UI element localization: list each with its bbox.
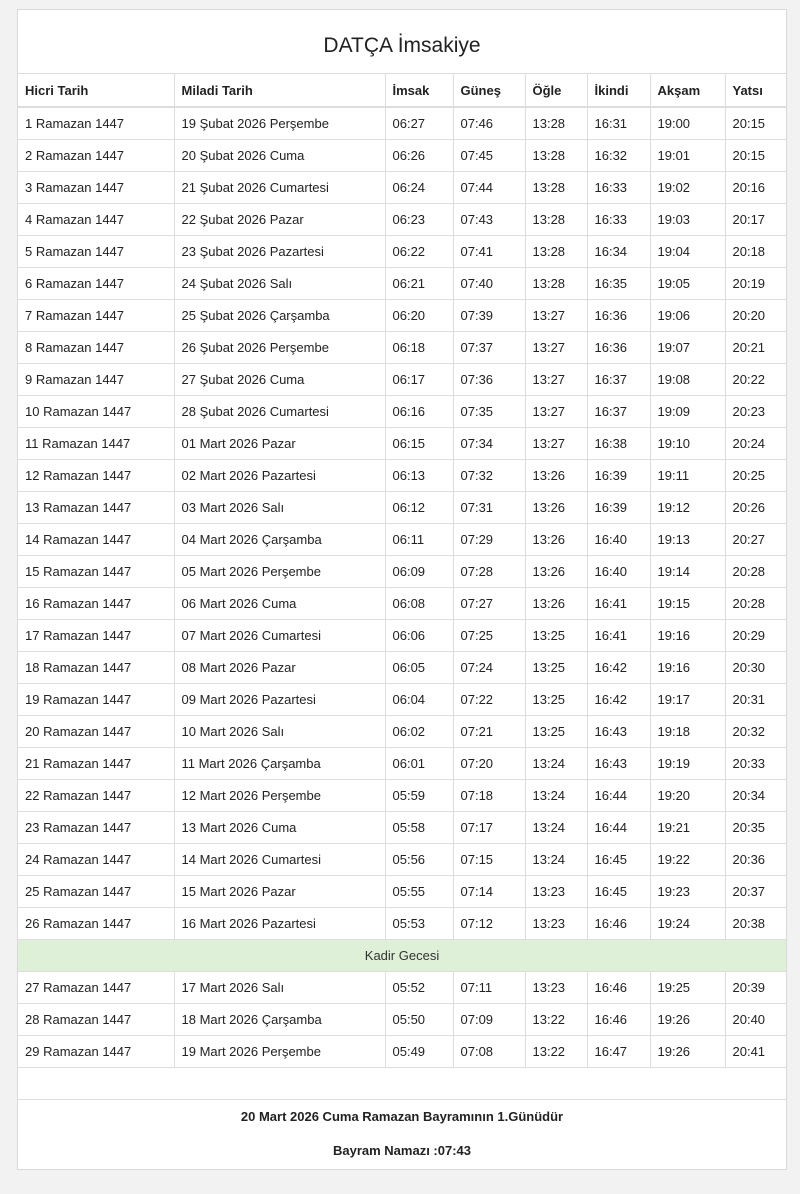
cell-miladi: 01 Mart 2026 Pazar <box>174 428 385 460</box>
cell-yatsi: 20:17 <box>725 204 786 236</box>
cell-aksam: 19:20 <box>650 780 725 812</box>
cell-hicri: 22 Ramazan 1447 <box>18 780 174 812</box>
cell-imsak: 06:08 <box>385 588 453 620</box>
imsakiye-table <box>18 74 786 1068</box>
cell-miladi: 08 Mart 2026 Pazar <box>174 652 385 684</box>
cell-imsak: 06:26 <box>385 140 453 172</box>
cell-ikindi: 16:38 <box>587 428 650 460</box>
cell-aksam: 19:26 <box>650 1004 725 1036</box>
cell-ikindi: 16:45 <box>587 876 650 908</box>
cell-yatsi: 20:36 <box>725 844 786 876</box>
cell-gunes: 07:21 <box>453 716 525 748</box>
cell-ikindi: 16:45 <box>587 844 650 876</box>
cell-miladi: 14 Mart 2026 Cumartesi <box>174 844 385 876</box>
cell-miladi: 19 Şubat 2026 Perşembe <box>174 107 385 140</box>
cell-imsak: 06:27 <box>385 107 453 140</box>
table-row <box>18 748 786 780</box>
table-row <box>18 172 786 204</box>
table-row <box>18 876 786 908</box>
cell-gunes: 07:39 <box>453 300 525 332</box>
cell-miladi: 21 Şubat 2026 Cumartesi <box>174 172 385 204</box>
cell-gunes: 07:25 <box>453 620 525 652</box>
cell-hicri: 7 Ramazan 1447 <box>18 300 174 332</box>
cell-aksam: 19:24 <box>650 908 725 940</box>
header-imsak: İmsak <box>385 74 453 107</box>
table-row <box>18 1036 786 1068</box>
cell-imsak: 06:17 <box>385 364 453 396</box>
cell-ikindi: 16:32 <box>587 140 650 172</box>
page-title: DATÇA İmsakiye <box>18 10 786 74</box>
cell-hicri: 18 Ramazan 1447 <box>18 652 174 684</box>
cell-gunes: 07:46 <box>453 107 525 140</box>
cell-gunes: 07:17 <box>453 812 525 844</box>
spacer-row <box>18 1068 786 1100</box>
cell-gunes: 07:29 <box>453 524 525 556</box>
cell-ikindi: 16:42 <box>587 652 650 684</box>
cell-ikindi: 16:39 <box>587 460 650 492</box>
cell-imsak: 06:16 <box>385 396 453 428</box>
cell-gunes: 07:37 <box>453 332 525 364</box>
table-row <box>18 396 786 428</box>
cell-hicri: 26 Ramazan 1447 <box>18 908 174 940</box>
table-row <box>18 364 786 396</box>
cell-hicri: 21 Ramazan 1447 <box>18 748 174 780</box>
table-body <box>18 107 786 1068</box>
cell-aksam: 19:00 <box>650 107 725 140</box>
cell-aksam: 19:03 <box>650 204 725 236</box>
cell-hicri: 11 Ramazan 1447 <box>18 428 174 460</box>
cell-ogle: 13:27 <box>525 364 587 396</box>
cell-miladi: 12 Mart 2026 Perşembe <box>174 780 385 812</box>
cell-miladi: 19 Mart 2026 Perşembe <box>174 1036 385 1068</box>
header-gunes: Güneş <box>453 74 525 107</box>
cell-imsak: 06:18 <box>385 332 453 364</box>
cell-yatsi: 20:30 <box>725 652 786 684</box>
cell-yatsi: 20:23 <box>725 396 786 428</box>
cell-hicri: 8 Ramazan 1447 <box>18 332 174 364</box>
cell-imsak: 06:15 <box>385 428 453 460</box>
cell-imsak: 06:23 <box>385 204 453 236</box>
table-row <box>18 812 786 844</box>
header-ikindi: İkindi <box>587 74 650 107</box>
cell-ikindi: 16:47 <box>587 1036 650 1068</box>
cell-hicri: 28 Ramazan 1447 <box>18 1004 174 1036</box>
cell-yatsi: 20:35 <box>725 812 786 844</box>
cell-ikindi: 16:41 <box>587 620 650 652</box>
cell-gunes: 07:09 <box>453 1004 525 1036</box>
cell-ogle: 13:28 <box>525 204 587 236</box>
cell-ogle: 13:26 <box>525 492 587 524</box>
cell-ikindi: 16:41 <box>587 588 650 620</box>
table-row <box>18 1004 786 1036</box>
table-row <box>18 524 786 556</box>
cell-imsak: 06:01 <box>385 748 453 780</box>
cell-hicri: 16 Ramazan 1447 <box>18 588 174 620</box>
cell-ogle: 13:24 <box>525 780 587 812</box>
cell-ikindi: 16:44 <box>587 780 650 812</box>
cell-ikindi: 16:34 <box>587 236 650 268</box>
cell-ogle: 13:22 <box>525 1004 587 1036</box>
cell-hicri: 15 Ramazan 1447 <box>18 556 174 588</box>
cell-hicri: 19 Ramazan 1447 <box>18 684 174 716</box>
cell-yatsi: 20:18 <box>725 236 786 268</box>
cell-aksam: 19:12 <box>650 492 725 524</box>
cell-hicri: 1 Ramazan 1447 <box>18 107 174 140</box>
cell-hicri: 27 Ramazan 1447 <box>18 972 174 1004</box>
cell-ogle: 13:28 <box>525 107 587 140</box>
header-aksam: Akşam <box>650 74 725 107</box>
table-row <box>18 684 786 716</box>
cell-yatsi: 20:31 <box>725 684 786 716</box>
cell-yatsi: 20:16 <box>725 172 786 204</box>
cell-miladi: 20 Şubat 2026 Cuma <box>174 140 385 172</box>
table-row <box>18 332 786 364</box>
cell-gunes: 07:14 <box>453 876 525 908</box>
cell-ogle: 13:28 <box>525 236 587 268</box>
cell-miladi: 27 Şubat 2026 Cuma <box>174 364 385 396</box>
cell-miladi: 13 Mart 2026 Cuma <box>174 812 385 844</box>
cell-ogle: 13:27 <box>525 428 587 460</box>
cell-miladi: 05 Mart 2026 Perşembe <box>174 556 385 588</box>
cell-hicri: 13 Ramazan 1447 <box>18 492 174 524</box>
cell-ikindi: 16:42 <box>587 684 650 716</box>
cell-ikindi: 16:46 <box>587 972 650 1004</box>
cell-ogle: 13:24 <box>525 844 587 876</box>
cell-imsak: 06:05 <box>385 652 453 684</box>
table-row <box>18 620 786 652</box>
cell-ogle: 13:28 <box>525 172 587 204</box>
cell-gunes: 07:36 <box>453 364 525 396</box>
cell-hicri: 6 Ramazan 1447 <box>18 268 174 300</box>
cell-imsak: 06:02 <box>385 716 453 748</box>
cell-ogle: 13:25 <box>525 716 587 748</box>
cell-imsak: 05:53 <box>385 908 453 940</box>
cell-ogle: 13:25 <box>525 620 587 652</box>
table-row <box>18 780 786 812</box>
cell-miladi: 16 Mart 2026 Pazartesi <box>174 908 385 940</box>
cell-miladi: 03 Mart 2026 Salı <box>174 492 385 524</box>
cell-aksam: 19:17 <box>650 684 725 716</box>
table-row <box>18 588 786 620</box>
cell-hicri: 14 Ramazan 1447 <box>18 524 174 556</box>
cell-ikindi: 16:37 <box>587 364 650 396</box>
cell-aksam: 19:04 <box>650 236 725 268</box>
cell-yatsi: 20:28 <box>725 556 786 588</box>
table-row <box>18 844 786 876</box>
cell-yatsi: 20:29 <box>725 620 786 652</box>
table-row <box>18 236 786 268</box>
cell-imsak: 05:58 <box>385 812 453 844</box>
cell-aksam: 19:26 <box>650 1036 725 1068</box>
cell-hicri: 9 Ramazan 1447 <box>18 364 174 396</box>
table-row <box>18 716 786 748</box>
cell-yatsi: 20:32 <box>725 716 786 748</box>
cell-ikindi: 16:44 <box>587 812 650 844</box>
cell-yatsi: 20:22 <box>725 364 786 396</box>
cell-ogle: 13:27 <box>525 300 587 332</box>
cell-gunes: 07:24 <box>453 652 525 684</box>
cell-gunes: 07:27 <box>453 588 525 620</box>
cell-yatsi: 20:25 <box>725 460 786 492</box>
cell-miladi: 26 Şubat 2026 Perşembe <box>174 332 385 364</box>
cell-imsak: 06:04 <box>385 684 453 716</box>
cell-gunes: 07:18 <box>453 780 525 812</box>
cell-aksam: 19:16 <box>650 652 725 684</box>
table-row <box>18 204 786 236</box>
cell-ogle: 13:24 <box>525 812 587 844</box>
table-row <box>18 268 786 300</box>
cell-aksam: 19:08 <box>650 364 725 396</box>
cell-hicri: 17 Ramazan 1447 <box>18 620 174 652</box>
cell-imsak: 05:59 <box>385 780 453 812</box>
cell-gunes: 07:28 <box>453 556 525 588</box>
cell-ogle: 13:28 <box>525 268 587 300</box>
cell-hicri: 2 Ramazan 1447 <box>18 140 174 172</box>
cell-yatsi: 20:39 <box>725 972 786 1004</box>
table-row <box>18 107 786 140</box>
cell-yatsi: 20:20 <box>725 300 786 332</box>
table-row <box>18 556 786 588</box>
cell-gunes: 07:34 <box>453 428 525 460</box>
cell-aksam: 19:07 <box>650 332 725 364</box>
cell-aksam: 19:09 <box>650 396 725 428</box>
cell-aksam: 19:16 <box>650 620 725 652</box>
cell-gunes: 07:43 <box>453 204 525 236</box>
cell-aksam: 19:25 <box>650 972 725 1004</box>
cell-ogle: 13:26 <box>525 524 587 556</box>
cell-miladi: 24 Şubat 2026 Salı <box>174 268 385 300</box>
kadir-gecesi-label: Kadir Gecesi <box>18 940 786 972</box>
cell-ikindi: 16:33 <box>587 172 650 204</box>
cell-ikindi: 16:39 <box>587 492 650 524</box>
cell-yatsi: 20:26 <box>725 492 786 524</box>
cell-hicri: 12 Ramazan 1447 <box>18 460 174 492</box>
cell-gunes: 07:31 <box>453 492 525 524</box>
cell-ogle: 13:23 <box>525 876 587 908</box>
table-row <box>18 908 786 940</box>
cell-miladi: 02 Mart 2026 Pazartesi <box>174 460 385 492</box>
cell-yatsi: 20:34 <box>725 780 786 812</box>
cell-miladi: 18 Mart 2026 Çarşamba <box>174 1004 385 1036</box>
cell-hicri: 5 Ramazan 1447 <box>18 236 174 268</box>
cell-aksam: 19:10 <box>650 428 725 460</box>
cell-ogle: 13:27 <box>525 332 587 364</box>
bayram-info: 20 Mart 2026 Cuma Ramazan Bayramının 1.Günüdür <box>240 1109 564 1124</box>
cell-yatsi: 20:15 <box>725 107 786 140</box>
table-row <box>18 652 786 684</box>
cell-imsak: 06:21 <box>385 268 453 300</box>
cell-gunes: 07:20 <box>453 748 525 780</box>
cell-aksam: 19:02 <box>650 172 725 204</box>
cell-imsak: 05:50 <box>385 1004 453 1036</box>
cell-gunes: 07:45 <box>453 140 525 172</box>
cell-yatsi: 20:27 <box>725 524 786 556</box>
cell-ikindi: 16:36 <box>587 332 650 364</box>
cell-gunes: 07:12 <box>453 908 525 940</box>
cell-hicri: 24 Ramazan 1447 <box>18 844 174 876</box>
header-yatsi: Yatsı <box>725 74 786 107</box>
cell-yatsi: 20:21 <box>725 332 786 364</box>
cell-yatsi: 20:41 <box>725 1036 786 1068</box>
cell-imsak: 06:09 <box>385 556 453 588</box>
cell-imsak: 06:24 <box>385 172 453 204</box>
cell-hicri: 29 Ramazan 1447 <box>18 1036 174 1068</box>
cell-aksam: 19:13 <box>650 524 725 556</box>
cell-ikindi: 16:40 <box>587 556 650 588</box>
cell-miladi: 22 Şubat 2026 Pazar <box>174 204 385 236</box>
cell-yatsi: 20:28 <box>725 588 786 620</box>
cell-aksam: 19:18 <box>650 716 725 748</box>
cell-hicri: 10 Ramazan 1447 <box>18 396 174 428</box>
cell-ogle: 13:26 <box>525 556 587 588</box>
cell-ogle: 13:26 <box>525 460 587 492</box>
cell-ogle: 13:22 <box>525 1036 587 1068</box>
cell-gunes: 07:22 <box>453 684 525 716</box>
cell-miladi: 15 Mart 2026 Pazar <box>174 876 385 908</box>
cell-hicri: 23 Ramazan 1447 <box>18 812 174 844</box>
table-row <box>18 140 786 172</box>
cell-aksam: 19:22 <box>650 844 725 876</box>
cell-imsak: 05:55 <box>385 876 453 908</box>
cell-aksam: 19:11 <box>650 460 725 492</box>
cell-ikindi: 16:33 <box>587 204 650 236</box>
table-row <box>18 492 786 524</box>
table-row <box>18 972 786 1004</box>
table-row <box>18 460 786 492</box>
cell-imsak: 06:06 <box>385 620 453 652</box>
cell-imsak: 05:52 <box>385 972 453 1004</box>
cell-ikindi: 16:31 <box>587 107 650 140</box>
cell-gunes: 07:32 <box>453 460 525 492</box>
cell-miladi: 23 Şubat 2026 Pazartesi <box>174 236 385 268</box>
cell-imsak: 06:11 <box>385 524 453 556</box>
cell-gunes: 07:41 <box>453 236 525 268</box>
cell-ogle: 13:27 <box>525 396 587 428</box>
cell-ikindi: 16:35 <box>587 268 650 300</box>
cell-ikindi: 16:37 <box>587 396 650 428</box>
header-ogle: Öğle <box>525 74 587 107</box>
cell-yatsi: 20:24 <box>725 428 786 460</box>
table-row <box>18 428 786 460</box>
cell-miladi: 06 Mart 2026 Cuma <box>174 588 385 620</box>
cell-hicri: 4 Ramazan 1447 <box>18 204 174 236</box>
cell-miladi: 07 Mart 2026 Cumartesi <box>174 620 385 652</box>
cell-aksam: 19:14 <box>650 556 725 588</box>
cell-ikindi: 16:46 <box>587 1004 650 1036</box>
cell-imsak: 06:13 <box>385 460 453 492</box>
cell-aksam: 19:01 <box>650 140 725 172</box>
cell-ogle: 13:25 <box>525 684 587 716</box>
cell-gunes: 07:44 <box>453 172 525 204</box>
cell-hicri: 25 Ramazan 1447 <box>18 876 174 908</box>
header-hicri-tarih: Hicri Tarih <box>18 74 174 107</box>
cell-yatsi: 20:38 <box>725 908 786 940</box>
cell-aksam: 19:21 <box>650 812 725 844</box>
cell-imsak: 05:49 <box>385 1036 453 1068</box>
cell-ogle: 13:26 <box>525 588 587 620</box>
cell-hicri: 3 Ramazan 1447 <box>18 172 174 204</box>
cell-miladi: 04 Mart 2026 Çarşamba <box>174 524 385 556</box>
cell-miladi: 11 Mart 2026 Çarşamba <box>174 748 385 780</box>
cell-hicri: 20 Ramazan 1447 <box>18 716 174 748</box>
cell-ikindi: 16:36 <box>587 300 650 332</box>
cell-ogle: 13:24 <box>525 748 587 780</box>
cell-imsak: 05:56 <box>385 844 453 876</box>
cell-yatsi: 20:15 <box>725 140 786 172</box>
cell-miladi: 25 Şubat 2026 Çarşamba <box>174 300 385 332</box>
cell-miladi: 09 Mart 2026 Pazartesi <box>174 684 385 716</box>
cell-miladi: 17 Mart 2026 Salı <box>174 972 385 1004</box>
header-miladi-tarih: Miladi Tarih <box>174 74 385 107</box>
cell-gunes: 07:40 <box>453 268 525 300</box>
cell-gunes: 07:35 <box>453 396 525 428</box>
cell-imsak: 06:22 <box>385 236 453 268</box>
cell-ogle: 13:25 <box>525 652 587 684</box>
cell-aksam: 19:05 <box>650 268 725 300</box>
cell-gunes: 07:15 <box>453 844 525 876</box>
imsakiye-sheet <box>17 9 787 1170</box>
cell-aksam: 19:06 <box>650 300 725 332</box>
bayram-namazi-time: Bayram Namazı :07:43 <box>332 1143 472 1158</box>
kadir-gecesi-row <box>18 940 786 972</box>
cell-aksam: 19:23 <box>650 876 725 908</box>
cell-yatsi: 20:40 <box>725 1004 786 1036</box>
cell-yatsi: 20:37 <box>725 876 786 908</box>
cell-gunes: 07:11 <box>453 972 525 1004</box>
table-header-row <box>18 74 786 107</box>
cell-ogle: 13:23 <box>525 972 587 1004</box>
cell-imsak: 06:20 <box>385 300 453 332</box>
cell-aksam: 19:19 <box>650 748 725 780</box>
cell-aksam: 19:15 <box>650 588 725 620</box>
cell-imsak: 06:12 <box>385 492 453 524</box>
cell-ogle: 13:28 <box>525 140 587 172</box>
table-row <box>18 300 786 332</box>
cell-ikindi: 16:43 <box>587 748 650 780</box>
cell-gunes: 07:08 <box>453 1036 525 1068</box>
cell-ikindi: 16:40 <box>587 524 650 556</box>
cell-ikindi: 16:46 <box>587 908 650 940</box>
cell-miladi: 28 Şubat 2026 Cumartesi <box>174 396 385 428</box>
cell-ogle: 13:23 <box>525 908 587 940</box>
cell-yatsi: 20:19 <box>725 268 786 300</box>
cell-miladi: 10 Mart 2026 Salı <box>174 716 385 748</box>
cell-yatsi: 20:33 <box>725 748 786 780</box>
cell-ikindi: 16:43 <box>587 716 650 748</box>
